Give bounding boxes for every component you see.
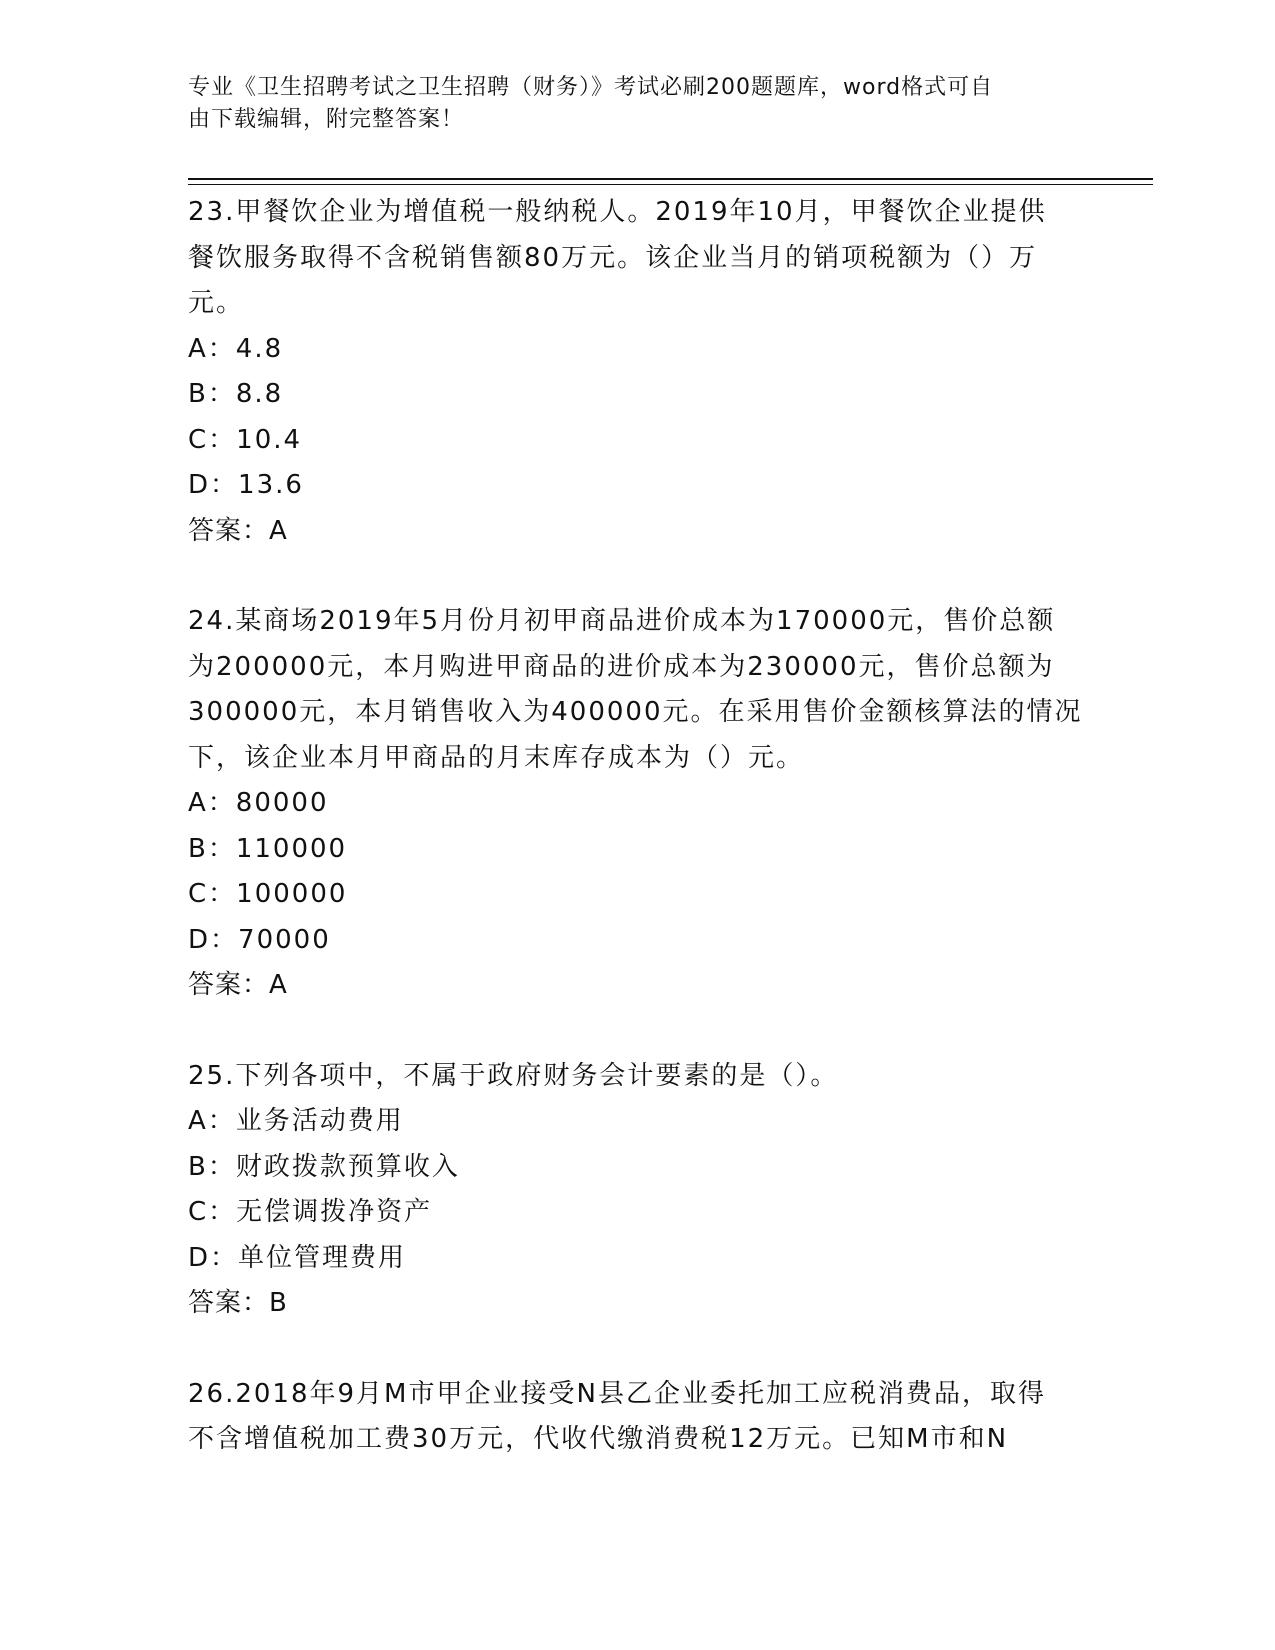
question-26: [188, 1372, 1088, 1463]
answer-line: 答案：B: [188, 1288, 288, 1318]
question-stem-line: 26.2018年9月M市甲企业接受N县乙企业委托加工应税消费品，取得: [188, 1378, 1046, 1409]
question-spacer: [188, 1009, 1088, 1054]
option-a: A：业务活动费用: [188, 1106, 404, 1136]
option-c: C：无偿调拨净资产: [188, 1197, 433, 1227]
question-stem-line: 元。: [188, 288, 245, 318]
option-a: A：4.8: [188, 333, 284, 364]
option-b: B：8.8: [188, 379, 284, 409]
header-divider-thin: [188, 184, 1153, 185]
question-stem-line: 23.甲餐饮企业为增值税一般纳税人。2019年10月，甲餐饮企业提供: [188, 197, 1047, 227]
header-divider-thick: [188, 178, 1153, 180]
option-c: C：100000: [188, 879, 348, 909]
question-25: [188, 1054, 1088, 1327]
option-b: B：110000: [188, 833, 348, 864]
option-d: D：70000: [188, 924, 331, 955]
option-a: A：80000: [188, 788, 329, 818]
option-d: D：单位管理费用: [188, 1242, 407, 1273]
answer-line: 答案：A: [188, 970, 288, 1000]
document-header: [188, 72, 1068, 136]
question-stem-line: 下，该企业本月甲商品的月末库存成本为（）元。: [188, 742, 805, 773]
header-line-2: 由下载编辑，附完整答案！: [188, 107, 465, 132]
question-spacer: [188, 1327, 1088, 1372]
question-stem-line: 300000元，本月销售收入为400000元。在采用售价金额核算法的情况: [188, 697, 1083, 727]
question-23: [188, 190, 1088, 554]
question-stem-line: 不含增值税加工费30万元，代收代缴消费税12万元。已知M市和N: [188, 1424, 1009, 1454]
option-b: B：财政拨款预算收入: [188, 1151, 460, 1182]
question-list: [188, 190, 1088, 1463]
answer-line: 答案：A: [188, 515, 288, 546]
question-spacer: [188, 554, 1088, 599]
header-line-1: 专业《卫生招聘考试之卫生招聘（财务）》考试必刷200题题库，word格式可自: [188, 75, 994, 100]
question-stem-line: 24.某商场2019年5月份月初甲商品进价成本为170000元，售价总额: [188, 606, 1056, 636]
question-24: [188, 599, 1088, 1009]
question-stem-line: 为200000元，本月购进甲商品的进价成本为230000元，售价总额为: [188, 651, 1055, 682]
option-c: C：10.4: [188, 424, 303, 455]
option-d: D：13.6: [188, 470, 304, 500]
question-stem-line: 餐饮服务取得不含税销售额80万元。该企业当月的销项税额为（）万: [188, 242, 1038, 273]
question-stem-line: 25.下列各项中，不属于政府财务会计要素的是（）。: [188, 1060, 839, 1091]
